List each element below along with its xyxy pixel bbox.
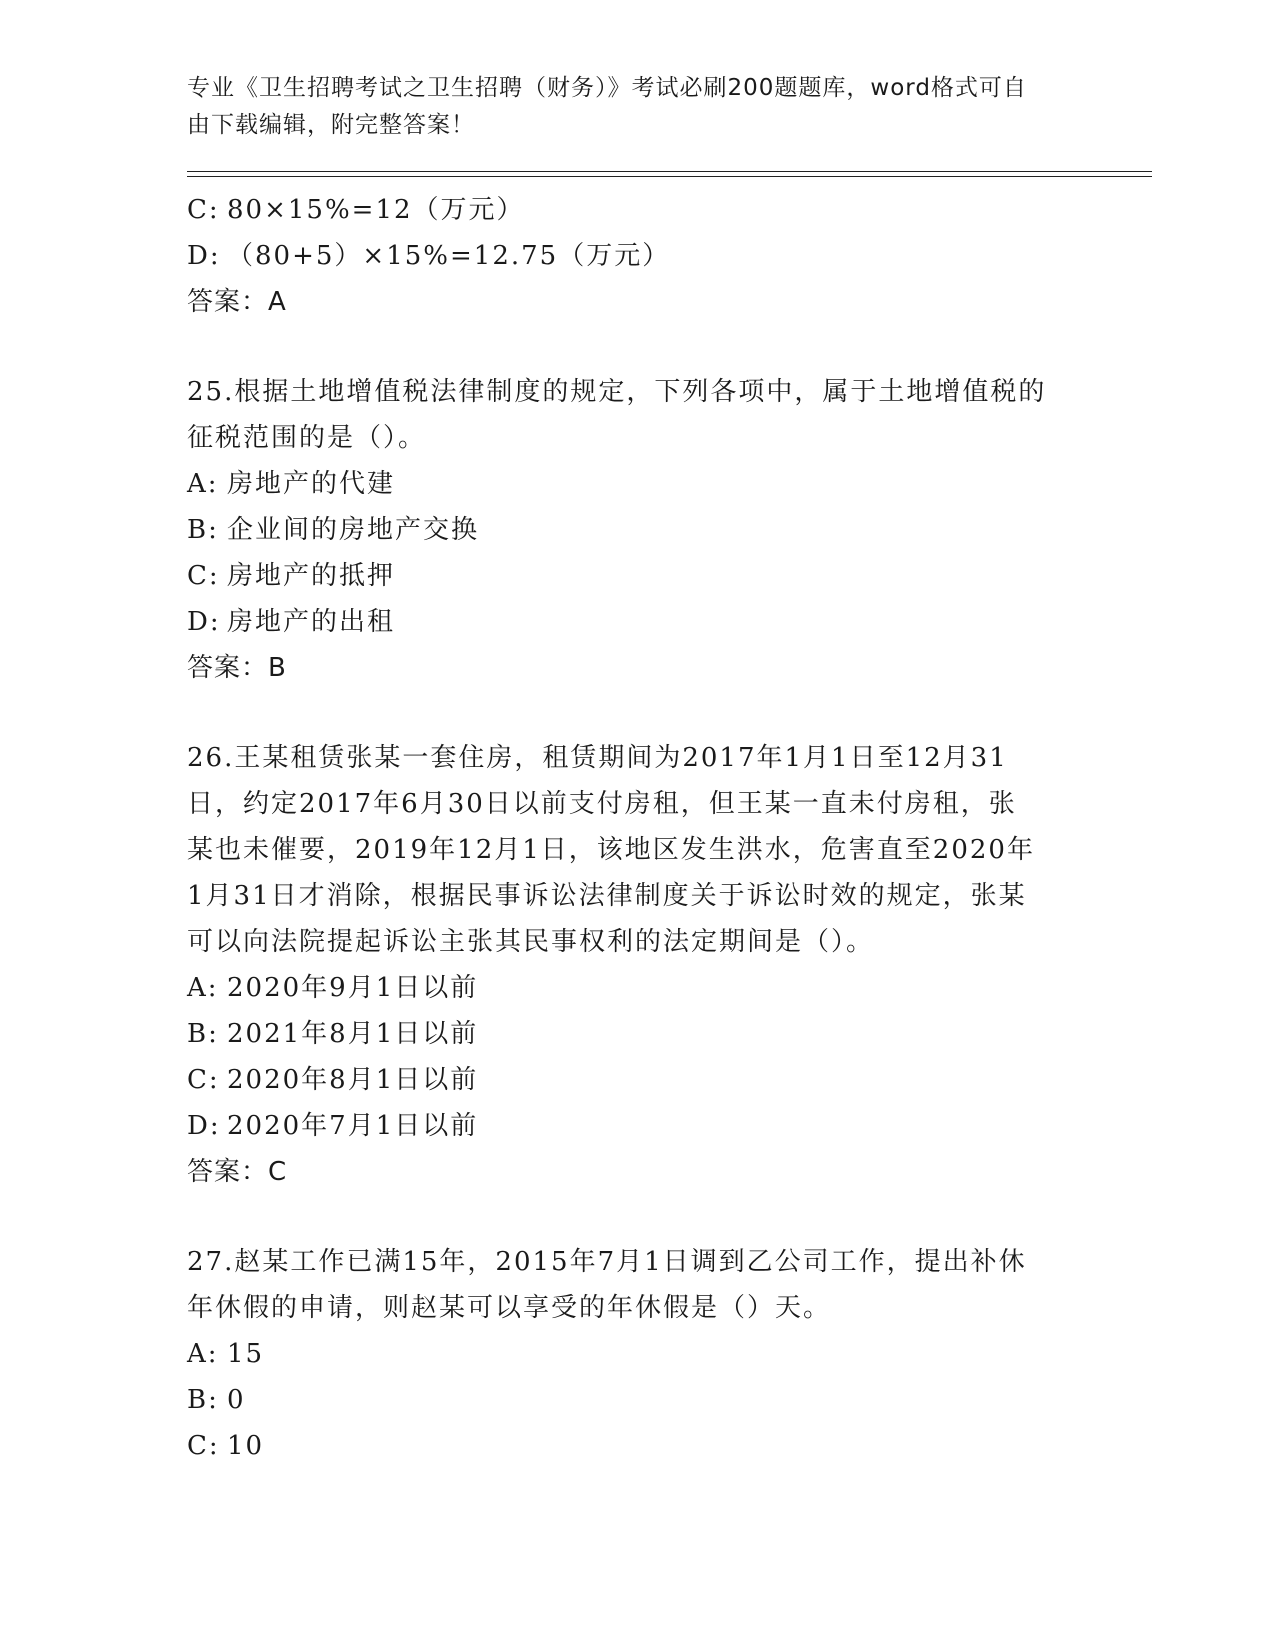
option-b [187, 507, 1087, 553]
stem-line: 年休假的申请，则赵某可以享受的年休假是（）天。 [187, 1293, 832, 1323]
header-rule-top [187, 171, 1152, 172]
option-text: 80×15%=12（万元） [227, 195, 525, 225]
stem-line: 可以向法院提起诉讼主张其民事权利的法定期间是（）。 [187, 927, 875, 957]
option-d [187, 599, 1087, 645]
option-c [187, 1057, 1087, 1103]
option-text: 15 [227, 1339, 265, 1369]
option-text: 2020年7月1日以前 [227, 1111, 479, 1141]
question-25 [187, 369, 1087, 691]
stem-line: 某也未催要，2019年12月1日，该地区发生洪水，危害直至2020年 [187, 835, 1035, 865]
option-d [187, 1103, 1087, 1149]
option-text: 10 [227, 1431, 265, 1461]
spacer [187, 1195, 1087, 1239]
option-text: 2020年8月1日以前 [227, 1065, 479, 1095]
option-a [187, 1331, 1087, 1377]
header-line-2: 由下载编辑，附完整答案！ [187, 112, 475, 138]
stem-line: 日，约定2017年6月30日以前支付房租，但王某一直未付房租，张 [187, 789, 1017, 819]
stem-line: 26.王某租赁张某一套住房，租赁期间为2017年1月1日至12月31 [187, 743, 1008, 773]
option-text: （80+5）×15%=12.75（万元） [227, 241, 671, 271]
answer-line: 答案：B [187, 653, 287, 683]
question-stem [187, 369, 1077, 461]
header-rule-bottom [187, 176, 1152, 177]
stem-line: 27.赵某工作已满15年，2015年7月1日调到乙公司工作，提出补休 [187, 1247, 1027, 1277]
question-26 [187, 735, 1087, 1195]
option-a [187, 461, 1087, 507]
document-body [187, 187, 1087, 1469]
option-text: 0 [227, 1385, 246, 1415]
answer-line: 答案：C [187, 1157, 288, 1187]
option-letter: A: [187, 1339, 219, 1369]
option-text: 房地产的代建 [227, 469, 396, 499]
option-letter: B: [187, 515, 219, 545]
option-a [187, 965, 1087, 1011]
option-text: 2021年8月1日以前 [227, 1019, 479, 1049]
option-text: 房地产的出租 [227, 607, 396, 637]
stem-line: 1月31日才消除，根据民事诉讼法律制度关于诉讼时效的规定，张某 [187, 881, 1027, 911]
option-text: 2020年9月1日以前 [227, 973, 479, 1003]
option-letter: B: [187, 1019, 219, 1049]
option-c [187, 187, 1087, 233]
option-d [187, 233, 1087, 279]
header-line-1: 专业《卫生招聘考试之卫生招聘（财务）》考试必刷200题题库，word格式可自 [187, 75, 1027, 101]
option-letter: C: [187, 1065, 220, 1095]
option-letter: D: [187, 1111, 221, 1141]
option-text: 房地产的抵押 [227, 561, 396, 591]
prev-question [187, 187, 1087, 325]
stem-line: 征税范围的是（）。 [187, 423, 427, 453]
question-stem [187, 1239, 1077, 1331]
option-letter: A: [187, 469, 219, 499]
answer-line: 答案：A [187, 287, 287, 317]
option-letter: A: [187, 973, 219, 1003]
option-letter: C: [187, 195, 220, 225]
option-c [187, 553, 1087, 599]
option-c [187, 1423, 1087, 1469]
option-letter: D: [187, 607, 221, 637]
spacer [187, 325, 1087, 369]
option-letter: D: [187, 241, 221, 271]
document-header [187, 70, 1067, 144]
option-letter: C: [187, 561, 220, 591]
option-b [187, 1011, 1087, 1057]
question-stem [187, 735, 1077, 965]
stem-line: 25.根据土地增值税法律制度的规定，下列各项中，属于土地增值税的 [187, 377, 1047, 407]
option-letter: B: [187, 1385, 219, 1415]
option-text: 企业间的房地产交换 [227, 515, 480, 545]
question-27 [187, 1239, 1087, 1469]
spacer [187, 691, 1087, 735]
option-letter: C: [187, 1431, 220, 1461]
option-b [187, 1377, 1087, 1423]
